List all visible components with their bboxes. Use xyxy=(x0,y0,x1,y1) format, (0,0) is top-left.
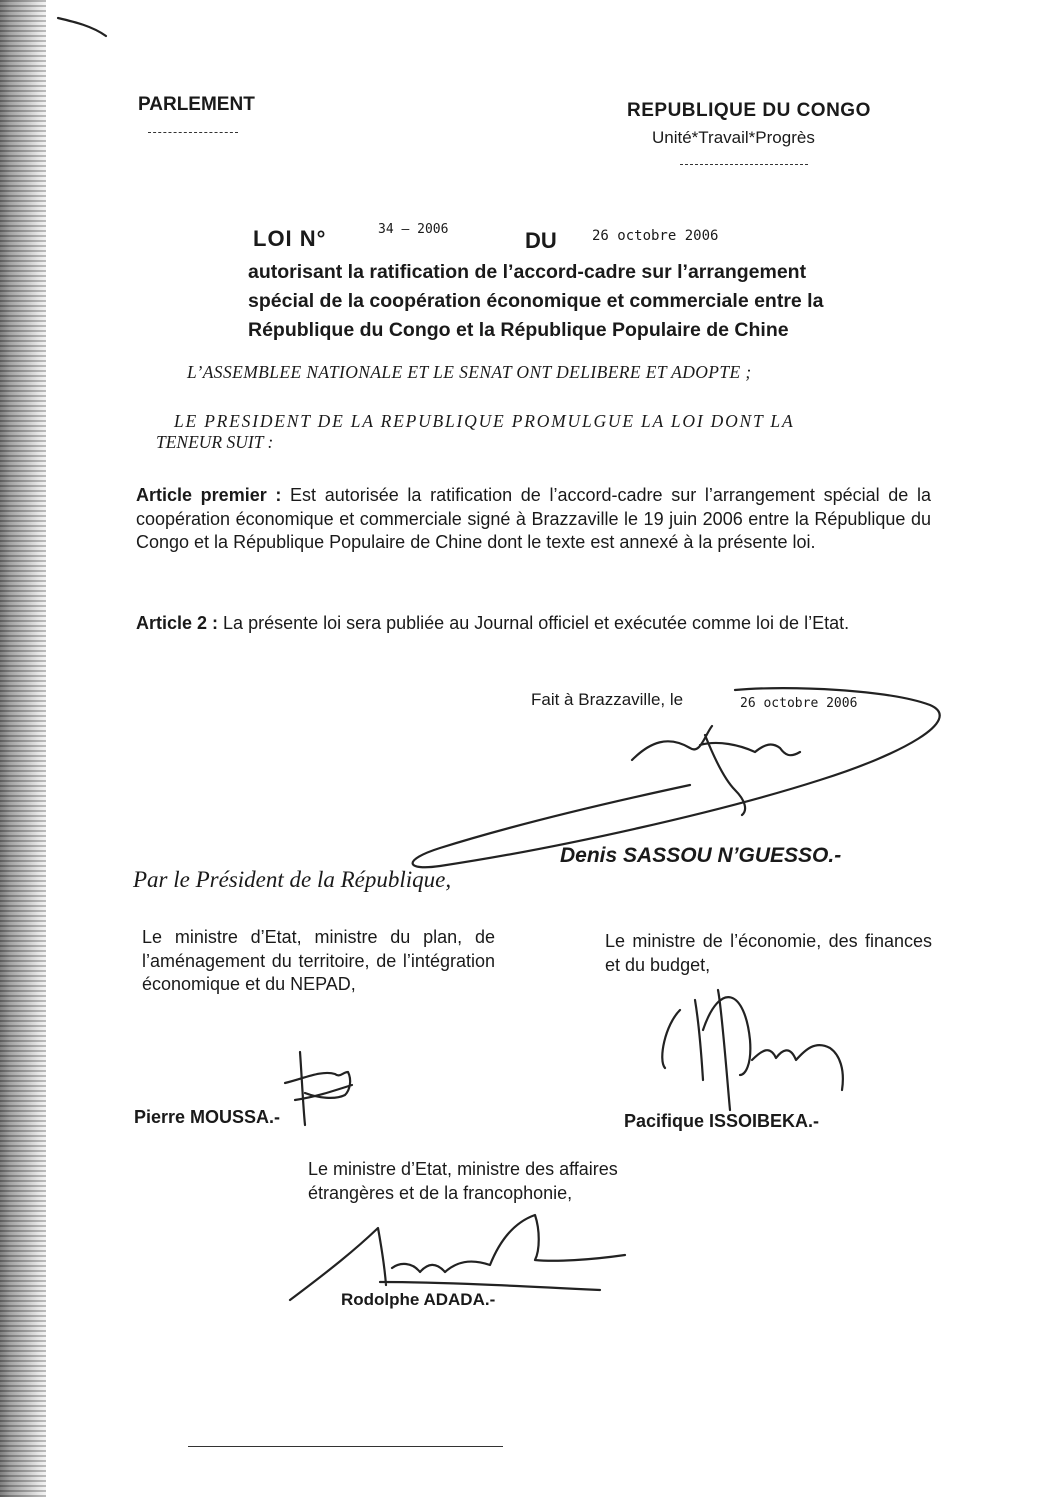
article-label: Article 2 : xyxy=(136,613,219,633)
minister-economy-title: Le ministre de l’économie, des finances et du budget, xyxy=(605,931,932,975)
law-du-label: DU xyxy=(525,228,557,253)
president-name: Denis SASSOU N’GUESSO.- xyxy=(560,844,842,867)
country-title: REPUBLIQUE DU CONGO xyxy=(627,100,871,121)
article-2 xyxy=(136,612,931,636)
parlement-underline xyxy=(148,132,238,133)
article-text: La présente loi sera publiée au Journal officiel et exécutée comme loi de l’Etat. xyxy=(223,613,850,633)
law-label: LOI N° xyxy=(253,226,327,251)
law-title-line: République du Congo et la République Populaire de Chine xyxy=(248,319,789,341)
minister-foreign-affairs-name: Rodolphe ADADA.- xyxy=(341,1290,496,1309)
law-date: 26 octobre 2006 xyxy=(592,228,719,244)
by-the-president: Par le Président de la République, xyxy=(133,867,452,892)
law-number: 34 – 2006 xyxy=(378,222,449,237)
moussa-signature-icon xyxy=(285,1052,352,1125)
scan-edge-shadow xyxy=(0,0,46,1497)
law-title xyxy=(248,258,823,345)
scan-mark-icon xyxy=(58,18,106,36)
issoibeka-signature-stroke-icon xyxy=(718,990,730,1110)
adada-signature-icon xyxy=(290,1215,625,1300)
place-of-signature: Fait à Brazzaville, le xyxy=(531,690,684,709)
minister-plan-name: Pierre MOUSSA.- xyxy=(134,1107,281,1127)
minister-title-line: Le ministre d’Etat, ministre des affaires xyxy=(308,1159,618,1179)
issoibeka-signature-icon xyxy=(662,997,843,1090)
article-premier xyxy=(136,484,931,555)
minister-title-line: étrangères et de la francophonie, xyxy=(308,1182,573,1203)
footer-rule xyxy=(188,1446,503,1447)
national-motto: Unité*Travail*Progrès xyxy=(652,128,815,147)
president-signature-flourish-icon xyxy=(413,688,940,867)
law-title-line: spécial de la coopération économique et commerciale entre la xyxy=(248,290,824,312)
minister-foreign-affairs-title xyxy=(308,1158,688,1205)
issuer-parlement: PARLEMENT xyxy=(138,94,255,115)
law-title-line: autorisant la ratification de l’accord-cadre sur l’arrangement xyxy=(248,261,807,283)
assembly-adoption-line: L’ASSEMBLEE NATIONALE ET LE SENAT ONT DELIBERE ET ADOPTE ; xyxy=(187,362,752,382)
minister-plan-title: Le ministre d’Etat, ministre du plan, de l’aménagement du territoire, de l’intégration économique et du NEPAD, xyxy=(142,927,495,994)
motto-underline xyxy=(680,164,808,165)
signature-date: 26 octobre 2006 xyxy=(740,696,858,711)
promulgation-line: LE PRESIDENT DE LA REPUBLIQUE PROMULGUE LA LOI DONT LA xyxy=(174,411,795,431)
article-label: Article premier : xyxy=(136,485,282,505)
promulgation-line-continued: TENEUR SUIT : xyxy=(156,432,274,452)
minister-economy-name: Pacifique ISSOIBEKA.- xyxy=(624,1111,820,1131)
president-signature-icon xyxy=(632,726,800,815)
article-text: Est autorisée la ratification de l’accord-cadre sur l’arrangement spécial de la coopération économique et commerciale signé à Brazzaville le 19 juin 2006 entre la République du Congo et la République Populaire de Chine dont le texte est annexé à la présente loi. xyxy=(136,485,931,552)
